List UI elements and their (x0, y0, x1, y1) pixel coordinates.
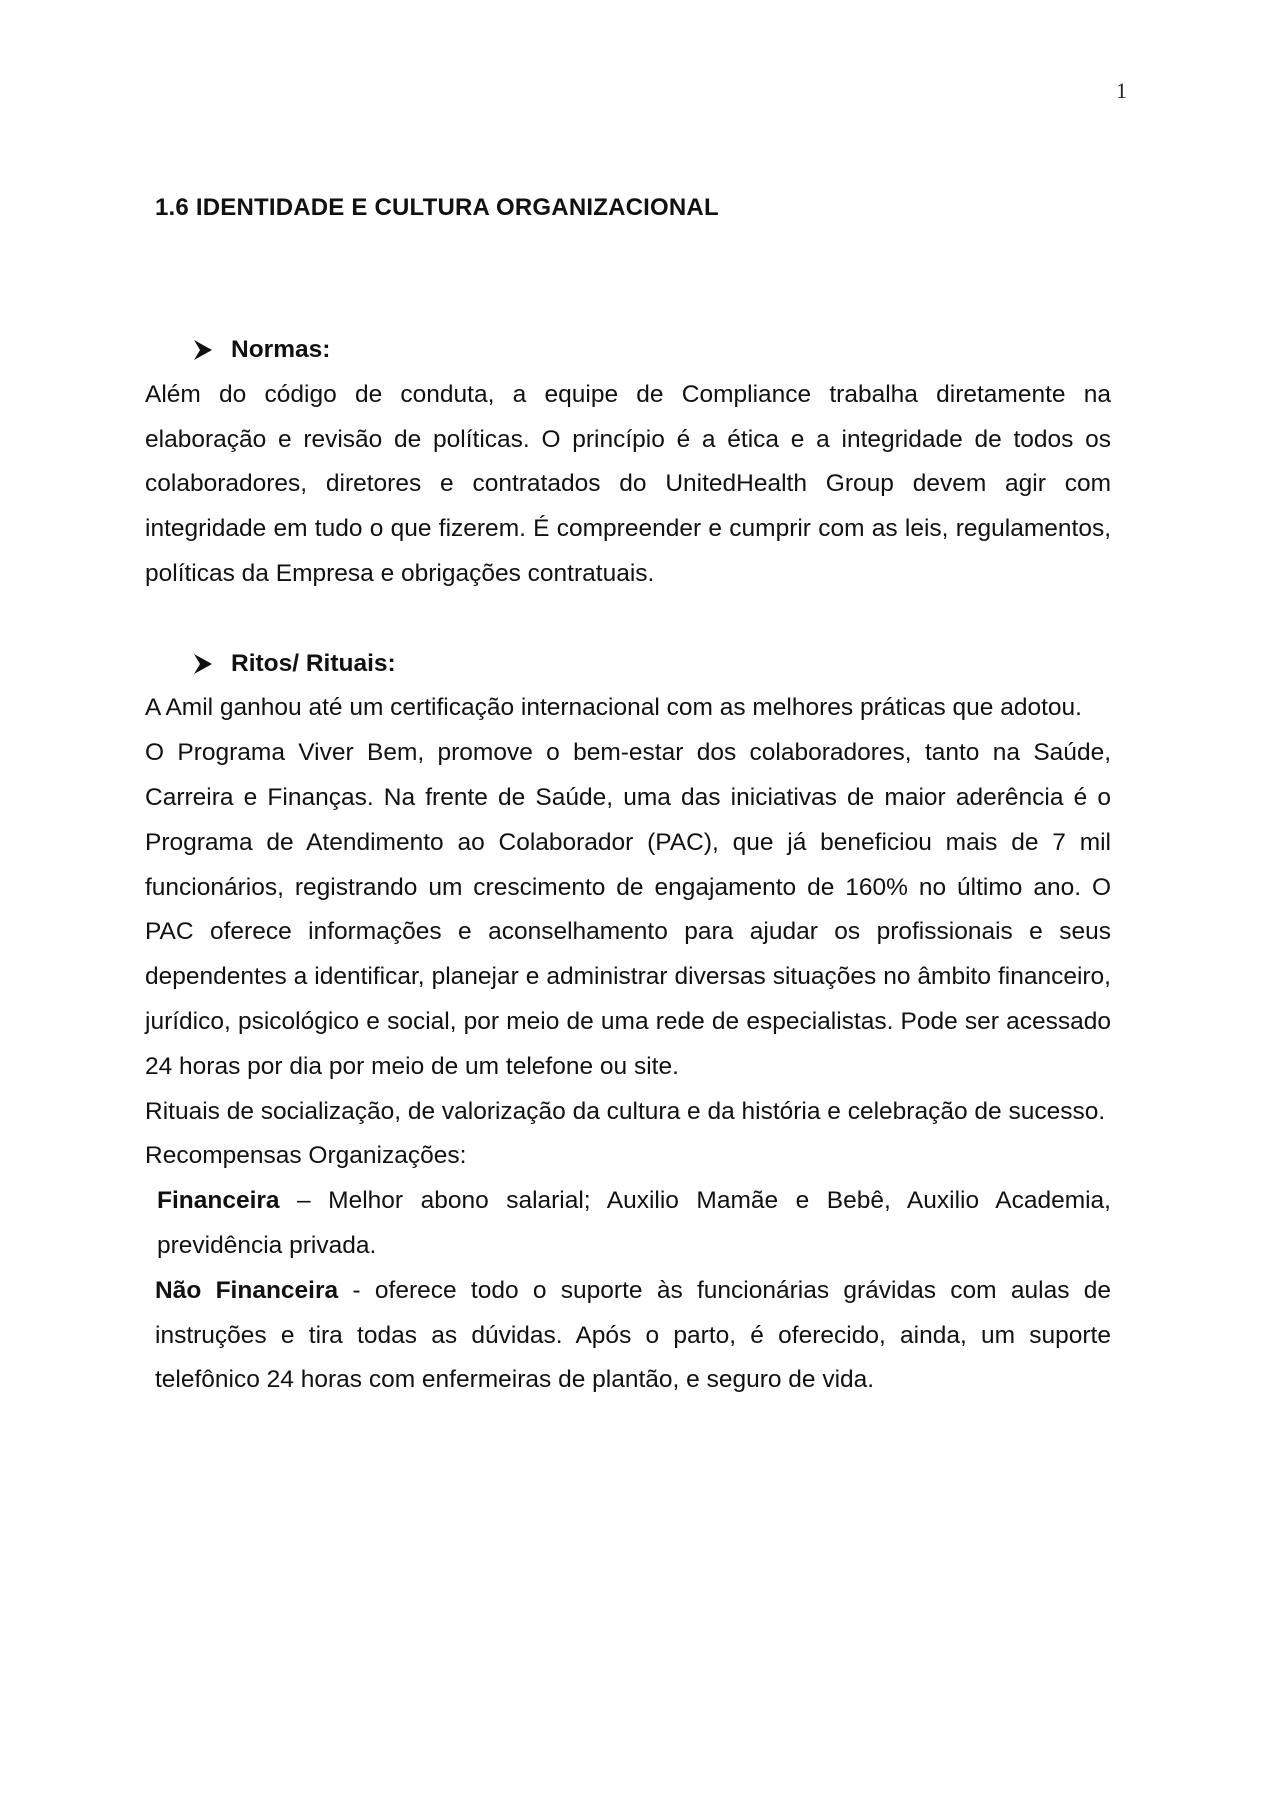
normas-paragraph: Além do código de conduta, a equipe de Compliance trabalha diretamente na elaboração e revisão de políticas. O princípio é a ética e a integridade de todos os colaboradores, diretores e contratados do UnitedHealth Group devem agir com integridade em tudo o que fizerem. É compreender e cumprir com as leis, regulamentos, políticas da Empresa e obrigações contratuais. (145, 380, 1111, 587)
ritos-heading (193, 642, 1111, 687)
ritos-paragraph-viver-bem: O Programa Viver Bem, promove o bem-estar dos colaboradores, tanto na Saúde, Carreira e Finanças. Na frente de Saúde, uma das iniciativas de maior aderência é o Programa de Atendimento ao Colaborador (PAC), que já beneficiou mais de 7 mil funcionários, registrando um crescimento de engajamento de 160% no último ano. O PAC oferece informações e aconselhamento para ajudar os profissionais e seus dependentes a identificar, planejar e administrar diversas situações no âmbito financeiro, jurídico, psicológico e social, por meio de uma rede de especialistas. Pode ser acessado 24 horas por dia por meio de um telefone ou site. (145, 739, 1111, 1080)
ritos-paragraph-recompensas: Recompensas Organizações: (145, 1142, 467, 1170)
recompensa-nao-financeira (145, 1269, 1111, 1403)
nao-financeira-label: Não Financeira (155, 1276, 339, 1304)
ritos-paragraph-rituais: Rituais de socialização, de valorização da cultura e da história e celebração de sucesso. (145, 1097, 1106, 1125)
ritos-paragraph-certificacao: A Amil ganhou até um certificação internacional com as melhores práticas que adotou. (145, 694, 1082, 722)
financeira-label: Financeira (157, 1187, 280, 1215)
normas-heading-label: Normas: (231, 336, 331, 363)
financeira-text: – Melhor abono salarial; Auxilio Mamãe e Bebê, Auxilio Academia, previdência privada. (157, 1187, 1111, 1259)
normas-heading (193, 328, 1111, 373)
nao-financeira-text: - oferece todo o suporte às funcionárias grávidas com aulas de instruções e tira todas as dúvidas. Após o parto, é oferecido, ainda, um suporte telefônico 24 horas com enfermeiras de plantão, e seguro de vida. (155, 1276, 1112, 1394)
recompensa-financeira (145, 1179, 1111, 1269)
document-body (145, 328, 1111, 1403)
arrowhead-bullet-icon (193, 339, 213, 361)
page-number: 1 (1116, 78, 1127, 103)
arrowhead-bullet-icon (193, 653, 213, 675)
ritos-heading-label: Ritos/ Rituais: (231, 649, 396, 677)
section-title: 1.6 IDENTIDADE E CULTURA ORGANIZACIONAL (155, 194, 719, 221)
